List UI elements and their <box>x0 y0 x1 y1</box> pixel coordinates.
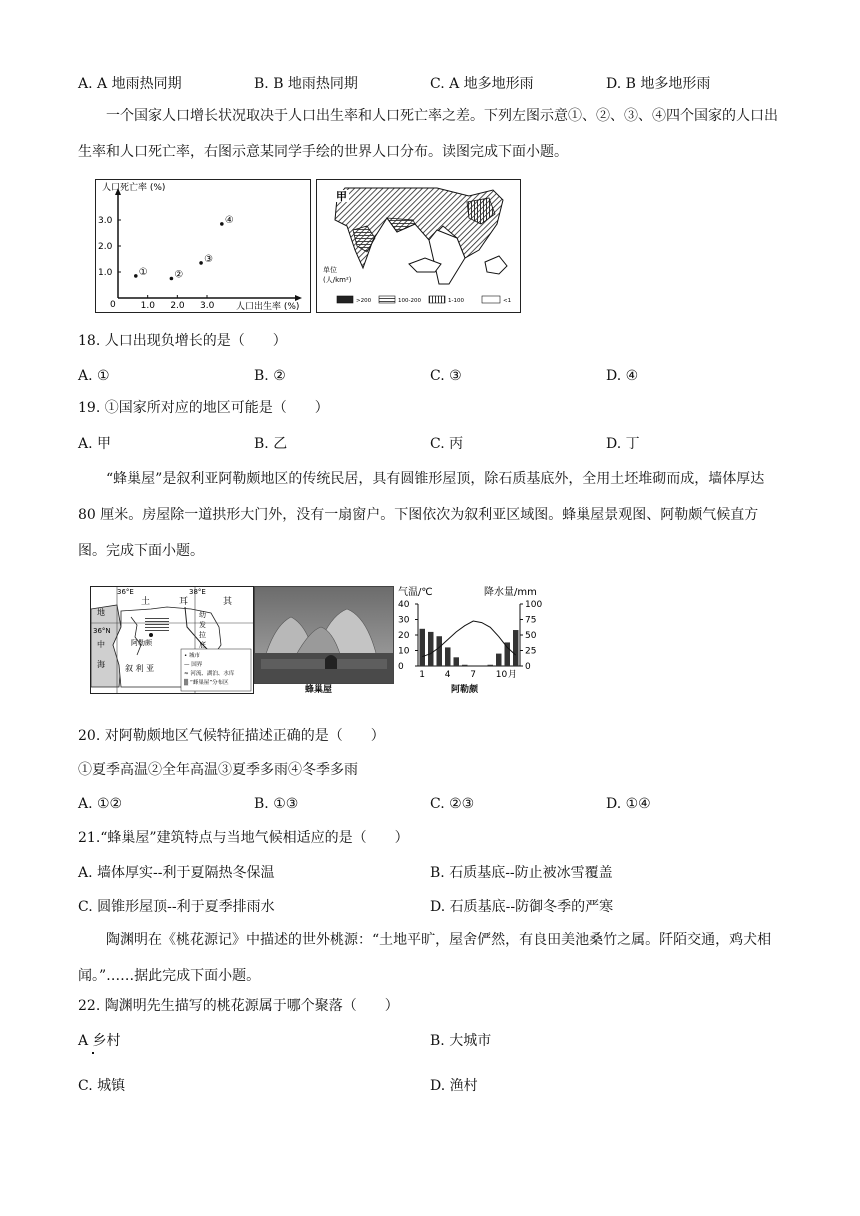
precip-bar <box>454 657 460 666</box>
q21-option-a[interactable]: A. 墙体厚实--利于夏隔热冬保温 <box>78 865 275 881</box>
label-syria: 叙 利 亚 <box>125 664 155 673</box>
legend-item: >200 <box>356 298 372 304</box>
sea-char-2: 中 <box>97 640 105 649</box>
q22-stem: 22. 陶渊明先生描写的桃花源属于哪个聚落（ ） <box>78 998 399 1014</box>
q20-stem: 20. 对阿勒颇地区气候特征描述正确的是（ ） <box>78 728 385 744</box>
precip-bar <box>420 629 426 666</box>
beehive-house-photo <box>254 586 394 684</box>
lon-36: 36°E <box>117 588 134 596</box>
q18-option-a[interactable]: A. ① <box>78 368 110 384</box>
x-axis-label: 人口出生率 (%) <box>236 302 300 312</box>
q20-option-b[interactable]: B. ①③ <box>254 796 299 812</box>
data-point <box>220 222 224 226</box>
x-tick-label: 10 <box>495 670 508 680</box>
y-tick-label-right: 0 <box>525 662 531 672</box>
q19-option-d[interactable]: D. 丁 <box>606 436 640 452</box>
intro-beehive-house: “蜂巢屋”是叙利亚阿勒颇地区的传统民居，具有圆锥形屋顶，除石质基底外，全用土坯堆砌而成，墙体厚达 80 厘米。房屋除一道拱形大门外，没有一扇窗户。下图依次为叙利亚区域图。蜂巢屋景观图、阿勒颇气候直方图。完成下面小题。 <box>78 471 765 559</box>
precip-bar <box>513 630 519 666</box>
map-legend-item: • 城市 <box>184 653 200 659</box>
legend-item: 1-100 <box>448 298 464 304</box>
legend-item: <1 <box>503 298 512 304</box>
q18-stem: 18. 人口出现负增长的是（ ） <box>78 333 287 349</box>
x-tick-label: 7 <box>470 670 476 680</box>
point-label: ④ <box>224 214 234 226</box>
q17-option-d[interactable]: D. B 地多地形雨 <box>606 76 711 92</box>
unit-label: (人/km²) <box>323 276 352 284</box>
sea-char-3: 海 <box>97 660 105 669</box>
x-tick-label: 3.0 <box>200 301 215 311</box>
precip-bar <box>488 665 494 666</box>
y-tick-label-left: 20 <box>398 631 410 641</box>
intro-peach-blossom: 陶渊明在《桃花源记》中描述的世外桃源：“土地平旷，屋舍俨然，有良田美池桑竹之属。阡陌交通，鸡犬相闻。”……据此完成下面小题。 <box>78 932 772 984</box>
q19-option-a[interactable]: A. 甲 <box>78 436 112 452</box>
precip-bar <box>437 636 443 666</box>
density-legend <box>337 296 511 304</box>
continent-shapes <box>335 188 507 284</box>
y-tick-label: 2.0 <box>98 242 113 252</box>
q19-option-b[interactable]: B. 乙 <box>254 436 288 452</box>
birth-death-rate-figure <box>95 179 311 313</box>
climate-ylabel-left: 气温/℃ <box>398 587 433 598</box>
point-label: ① <box>138 266 148 278</box>
map-legend-item: ▒ “蜂巢屋”分布区 <box>184 680 229 686</box>
precip-bar <box>428 632 434 666</box>
y-tick-label-right: 100 <box>525 600 543 610</box>
y-tick-label-left: 10 <box>398 646 410 657</box>
y-tick-label-left: 30 <box>398 615 410 626</box>
syria-region-map <box>90 586 254 694</box>
q18-option-d[interactable]: D. ④ <box>606 368 639 384</box>
origin-label: 0 <box>110 300 116 310</box>
q18-option-c[interactable]: C. ③ <box>430 368 462 384</box>
y-axis-label: 人口死亡率 (%) <box>102 183 166 193</box>
label-tu: 土 <box>141 597 151 607</box>
data-point <box>170 277 174 281</box>
y-tick-label: 3.0 <box>98 216 113 226</box>
q22-option-c[interactable]: C. 城镇 <box>78 1078 126 1094</box>
river-char: 拉 <box>199 631 206 639</box>
stray-dot <box>92 1052 94 1054</box>
unit-title: 单位 <box>323 266 337 274</box>
x-tick-label: 1.0 <box>140 301 155 311</box>
sea-char-1: 地 <box>97 608 105 617</box>
river-char: 发 <box>199 621 206 629</box>
y-tick-label-left: 40 <box>398 600 410 610</box>
q22-option-d[interactable]: D. 渔村 <box>430 1078 478 1094</box>
y-tick-label-left: 0 <box>398 662 404 672</box>
q21-option-d[interactable]: D. 石质基底--防御冬季的严寒 <box>430 899 614 915</box>
q20-statements: ①夏季高温②全年高温③夏季多雨④冬季多雨 <box>78 762 358 778</box>
y-tick-label-right: 25 <box>525 646 537 657</box>
temperature-line <box>422 621 516 657</box>
label-jia: 甲 <box>336 190 347 203</box>
label-aleppo: 阿勒颇 <box>131 639 152 647</box>
q20-option-d[interactable]: D. ①④ <box>606 796 651 812</box>
data-point <box>199 261 203 265</box>
climate-caption: 阿勒颇 <box>451 685 479 695</box>
q20-option-a[interactable]: A. ①② <box>78 796 123 812</box>
x-tick-label: 2.0 <box>170 301 185 311</box>
photo-caption: 蜂巢屋 <box>305 685 333 695</box>
lat-36: 36°N <box>93 627 111 635</box>
aleppo-climate-chart <box>396 584 546 694</box>
lon-38: 38°E <box>189 588 206 596</box>
legend-item: 100-200 <box>398 298 421 304</box>
precip-bar <box>496 654 502 666</box>
q21-option-b[interactable]: B. 石质基底--防止被冰雪覆盖 <box>430 865 613 881</box>
q19-stem: 19. ①国家所对应的地区可能是（ ） <box>78 400 329 416</box>
precip-bar <box>505 642 511 666</box>
q22-option-a[interactable]: A 乡村 <box>78 1033 121 1049</box>
q19-option-c[interactable]: C. 丙 <box>430 436 464 452</box>
q22-option-b[interactable]: B. 大城市 <box>430 1033 492 1049</box>
point-label: ③ <box>204 253 214 265</box>
q17-option-c[interactable]: C. A 地多地形雨 <box>430 76 534 92</box>
precip-bar <box>462 665 468 666</box>
world-population-map <box>316 179 521 313</box>
q18-option-b[interactable]: B. ② <box>254 368 286 384</box>
q17-option-a[interactable]: A. A 地雨热同期 <box>78 76 182 92</box>
point-label: ② <box>174 269 184 281</box>
y-tick-label-right: 75 <box>525 615 537 626</box>
x-tick-label: 4 <box>444 670 451 680</box>
label-qi: 其 <box>223 597 233 607</box>
intro-population: 一个国家人口增长状况取决于人口出生率和人口死亡率之差。下列左图示意①、②、③、④四个国家的人口出生率和人口死亡率，右图示意某同学手绘的世界人口分布。读图完成下面小题。 <box>78 108 778 160</box>
q17-option-b[interactable]: B. B 地雨热同期 <box>254 76 358 92</box>
q20-option-c[interactable]: C. ②③ <box>430 796 475 812</box>
q21-option-c[interactable]: C. 圆锥形屋顶--利于夏季排雨水 <box>78 899 275 915</box>
q21-stem: 21.“蜂巢屋”建筑特点与当地气候相适应的是（ ） <box>78 830 409 846</box>
precip-bar <box>445 647 451 666</box>
map-legend-item: ≈ 河流、湖泊、水库 <box>184 671 235 677</box>
river-char: 幼 <box>199 611 206 619</box>
label-er: 耳 <box>179 597 189 607</box>
y-tick-label-right: 50 <box>525 631 537 641</box>
climate-ylabel-right: 降水量/mm <box>484 587 537 598</box>
data-point <box>134 274 138 278</box>
river-char: 底 <box>199 641 206 649</box>
y-tick-label: 1.0 <box>98 268 113 278</box>
x-tick-label: 1 <box>419 670 425 680</box>
map-legend-item: — 国界 <box>184 662 203 668</box>
x-tick-label: 月 <box>508 670 518 680</box>
